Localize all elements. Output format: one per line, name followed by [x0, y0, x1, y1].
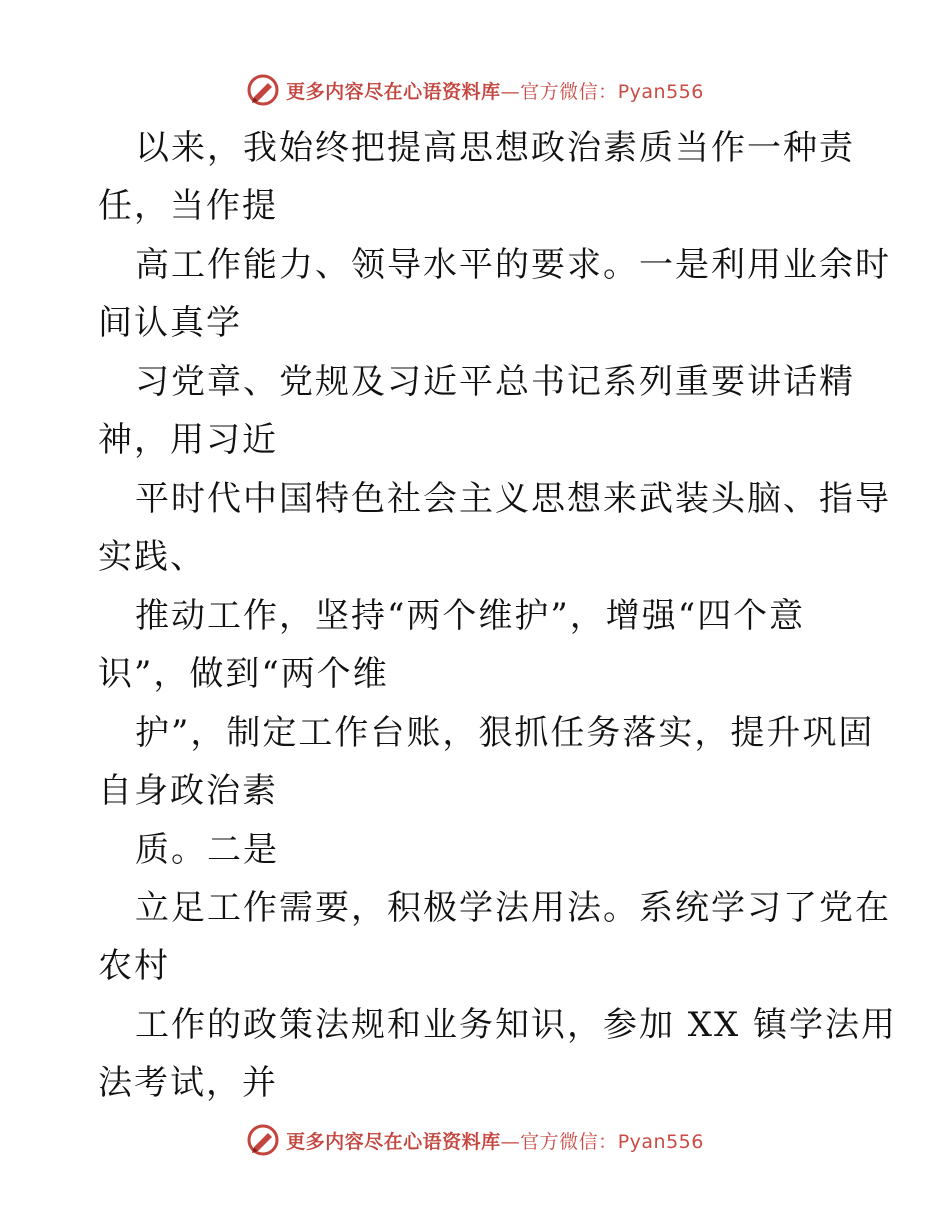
watermark-text [286, 77, 704, 104]
watermark-wechat-id: Pyan556 [617, 80, 704, 103]
watermark-wechat-label: 官方微信： [520, 1130, 618, 1153]
text-line: 平时代中国特色社会主义思想来武装头脑、指导 [135, 479, 891, 519]
text-line: 护”，制定工作台账，狠抓任务落实，提升巩固 [135, 713, 875, 753]
text-line: 立足工作需要，积极学法用法。系统学习了党在 [135, 888, 891, 928]
text-line: 习党章、党规及习近平总书记系列重要讲话精 [135, 362, 855, 402]
watermark-banner-bottom [0, 1120, 950, 1160]
text-line: 高工作能力、领导水平的要求。一是利用业余时 [135, 245, 891, 285]
text-line: 以来，我始终把提高思想政治素质当作一种责 [135, 128, 855, 168]
text-line: 任，当作提 [98, 186, 278, 226]
text-line: 间认真学 [98, 303, 242, 343]
watermark-text [286, 1127, 704, 1154]
watermark-main: 更多内容尽在心语资料库 [286, 80, 501, 103]
text-line: 识”，做到“两个维 [98, 654, 389, 694]
watermark-separator: — [500, 1130, 521, 1153]
text-line: 质。二是 [135, 830, 279, 870]
watermark-separator: — [500, 80, 521, 103]
text-line: 实践、 [98, 537, 206, 577]
watermark-wechat-id: Pyan556 [617, 1130, 704, 1153]
text-line: 自身政治素 [98, 771, 278, 811]
watermark-banner-top [0, 70, 950, 110]
text-line: 法考试，并 [98, 1063, 278, 1103]
text-line: 工作的政策法规和业务知识，参加 XX 镇学法用 [135, 1005, 898, 1045]
text-line: 推动工作，坚持“两个维护”，增强“四个意 [135, 596, 806, 636]
watermark-wechat-label: 官方微信： [520, 80, 618, 103]
text-line: 农村 [98, 946, 170, 986]
pen-logo-icon [246, 1123, 280, 1157]
pen-logo-icon [246, 73, 280, 107]
text-line: 神，用习近 [98, 420, 278, 460]
watermark-main: 更多内容尽在心语资料库 [286, 1130, 501, 1153]
